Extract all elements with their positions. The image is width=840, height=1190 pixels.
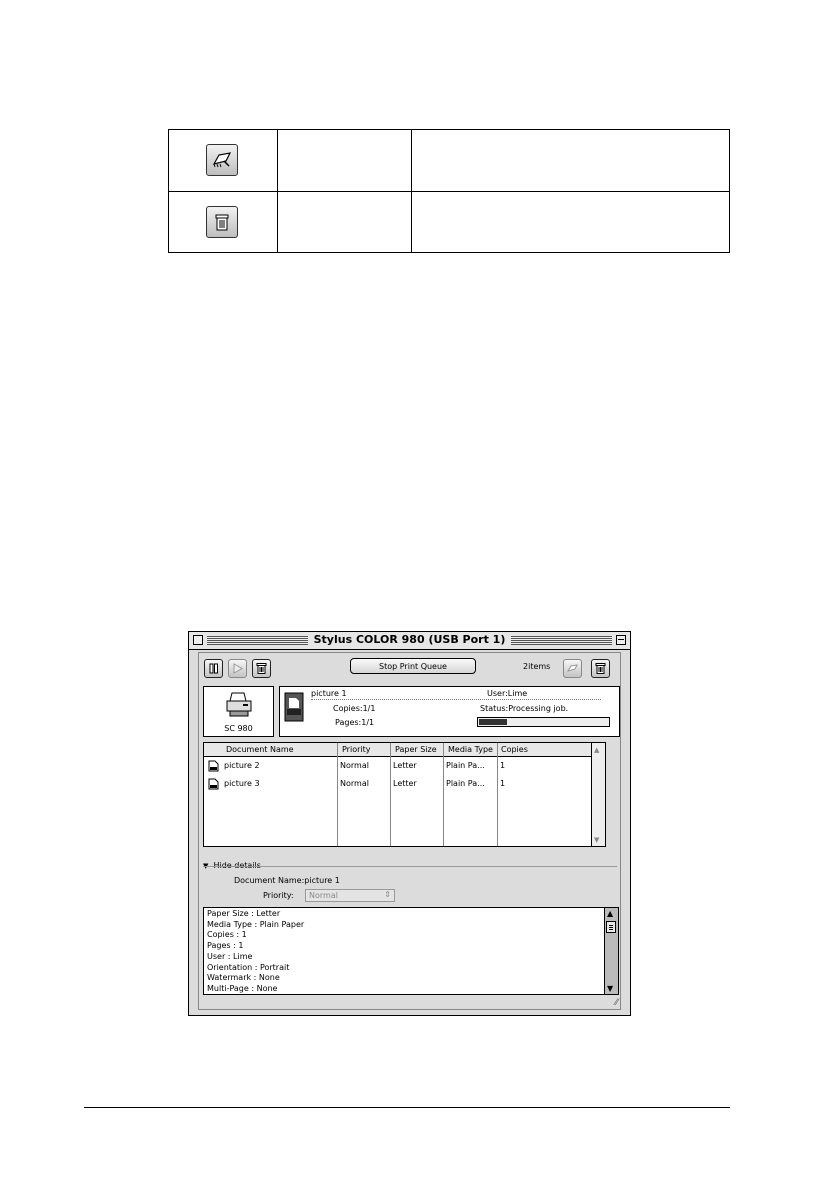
detail-line: Watermark : None xyxy=(207,973,280,983)
priority-select[interactable] xyxy=(305,889,395,902)
document-icon xyxy=(208,778,219,790)
column-header-copies[interactable]: Copies xyxy=(501,745,528,754)
row-paper-size: Letter xyxy=(393,779,417,788)
hide-details-toggle[interactable] xyxy=(203,853,261,872)
table-row[interactable] xyxy=(204,777,592,793)
scroll-down-arrow-icon[interactable]: ▼ xyxy=(594,836,600,844)
column-header-paper-size[interactable]: Paper Size xyxy=(395,745,437,754)
scroll-up-arrow-icon[interactable]: ▲ xyxy=(594,746,600,754)
current-job-status: Status:Processing job. xyxy=(480,704,569,713)
document-icon xyxy=(208,760,219,772)
detail-line: Paper Size : Letter xyxy=(207,909,281,918)
detail-line: Multi-Page : None xyxy=(207,983,278,993)
printer-panel xyxy=(203,686,274,737)
document-printing-icon xyxy=(284,692,304,722)
details-scrollbar[interactable] xyxy=(604,908,618,994)
current-document-name: picture 1 xyxy=(311,689,347,698)
table-row[interactable] xyxy=(204,759,592,775)
printer-name: SC 980 xyxy=(224,724,253,733)
pause-button[interactable] xyxy=(204,659,223,678)
trash-icon xyxy=(206,206,238,238)
progress-fill xyxy=(479,719,507,725)
row-paper-size: Letter xyxy=(393,761,417,770)
resize-grip-icon[interactable]: ⁄⁄ xyxy=(614,998,618,1008)
delete-button[interactable] xyxy=(252,659,271,678)
detail-line: User : Lime xyxy=(207,951,253,961)
details-text xyxy=(207,909,304,995)
resume-button[interactable] xyxy=(228,659,247,678)
priority-select-value: Normal xyxy=(309,891,338,900)
column-header-priority[interactable]: Priority xyxy=(342,745,371,754)
scroll-up-arrow-icon[interactable]: ▲ xyxy=(607,909,614,918)
stop-print-queue-button[interactable]: Stop Print Queue xyxy=(350,658,476,674)
detail-line: Orientation : Portrait xyxy=(207,962,290,972)
items-count: 2items xyxy=(523,662,551,671)
list-scrollbar[interactable] xyxy=(591,743,605,846)
detail-line: Pages : 1 xyxy=(207,941,244,951)
separator xyxy=(311,699,601,700)
scroll-thumb[interactable] xyxy=(606,921,616,933)
delete-all-button[interactable] xyxy=(591,659,610,678)
print-queue-window xyxy=(188,631,631,1016)
row-copies: 1 xyxy=(500,761,506,770)
detail-line: Copies : 1 xyxy=(207,930,247,940)
row-media-type: Plain Pa... xyxy=(446,761,485,770)
current-job-pages: Pages:1/1 xyxy=(335,718,375,727)
detail-line: Media Type : Plain Paper xyxy=(207,919,305,929)
priority-label: Priority: xyxy=(263,891,294,900)
row-copies: 1 xyxy=(500,779,506,788)
column-header-document-name[interactable]: Document Name xyxy=(226,745,294,754)
current-job-user: User:Lime xyxy=(487,689,528,698)
window-title: Stylus COLOR 980 (USB Port 1) xyxy=(189,633,630,647)
row-document-name: picture 3 xyxy=(224,779,260,788)
restart-button[interactable] xyxy=(563,659,582,678)
icon-table xyxy=(168,129,730,253)
print-restart-icon xyxy=(206,144,238,176)
row-document-name: picture 2 xyxy=(224,761,260,770)
row-priority: Normal xyxy=(340,779,369,788)
footer-rule xyxy=(84,1107,730,1108)
title-bar[interactable] xyxy=(189,632,630,650)
details-text-box[interactable] xyxy=(203,907,619,995)
select-arrows-icon: ⇕ xyxy=(384,890,391,899)
scroll-down-arrow-icon[interactable]: ▼ xyxy=(607,984,614,993)
window-content xyxy=(198,652,621,1010)
current-job-panel xyxy=(279,686,620,737)
table-row xyxy=(169,192,729,253)
printer-icon xyxy=(224,691,254,719)
list-header xyxy=(204,743,605,757)
progress-bar xyxy=(477,717,610,727)
row-media-type: Plain Pa... xyxy=(446,779,485,788)
job-list[interactable] xyxy=(203,742,606,847)
column-header-media-type[interactable]: Media Type xyxy=(448,745,493,754)
table-row xyxy=(169,130,729,192)
detail-document-name: Document Name:picture 1 xyxy=(234,876,340,885)
zoom-box-icon[interactable] xyxy=(616,635,626,645)
row-priority: Normal xyxy=(340,761,369,770)
divider xyxy=(203,866,617,867)
current-job-copies: Copies:1/1 xyxy=(333,704,376,713)
